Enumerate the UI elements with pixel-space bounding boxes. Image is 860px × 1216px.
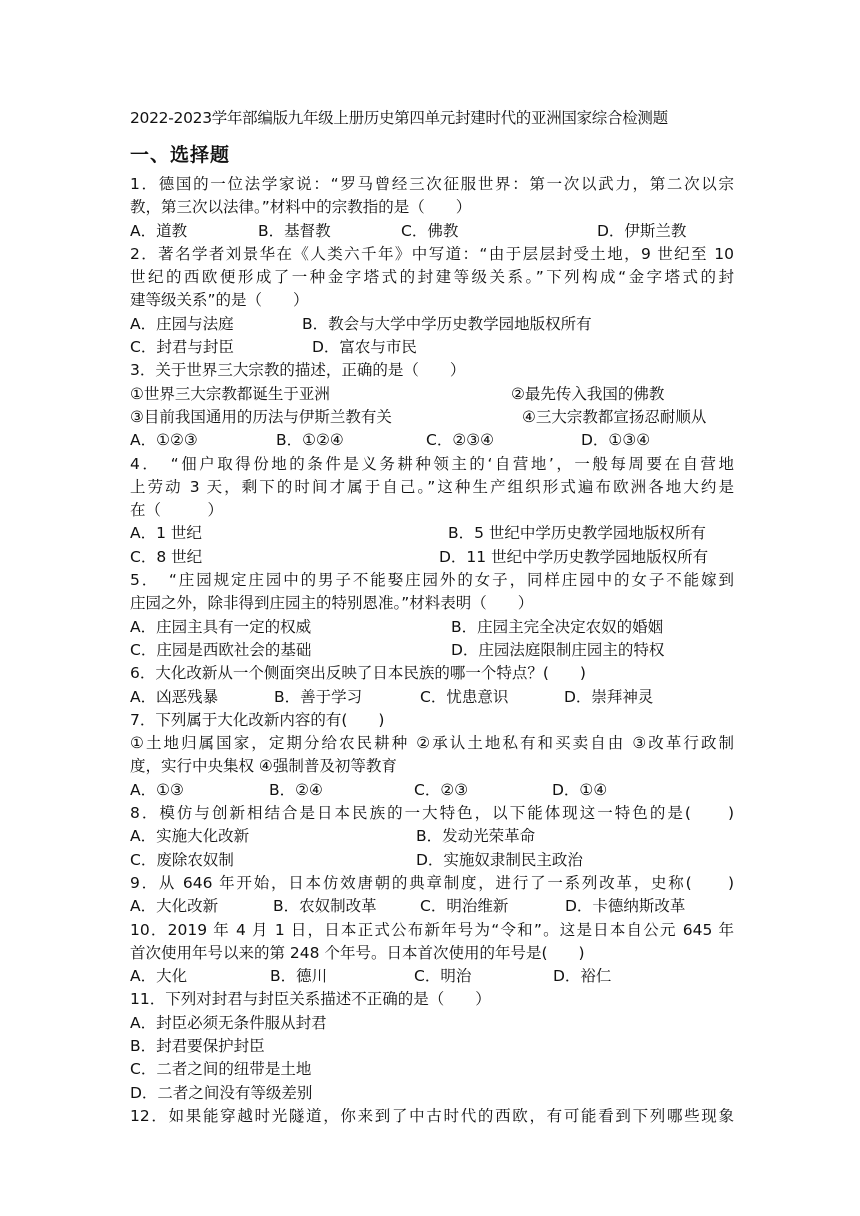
question-5-text-cont: 庄园之外，除非得到庄园主的特别恩准。”材料表明（ ） bbox=[130, 594, 534, 613]
option-b: B．教会与大学中学历史教学园地版权所有 bbox=[302, 314, 592, 333]
question-4-options-row2 bbox=[130, 546, 734, 569]
option-d: D．二者之间没有等级差别 bbox=[130, 1083, 313, 1102]
question-1-options bbox=[130, 220, 734, 243]
option-b: B．德川 bbox=[270, 967, 328, 986]
option-b: B．②④ bbox=[269, 780, 323, 799]
question-10-options bbox=[130, 965, 734, 988]
option-b: B．善于学习 bbox=[274, 687, 363, 706]
question-7-text: 7．下列属于大化改新内容的有( ) bbox=[130, 710, 385, 729]
option-d: D．裕仁 bbox=[553, 967, 612, 986]
section-heading: 一、选择题 bbox=[130, 144, 231, 166]
question-8-text: 8．模仿与创新相结合是日本民族的一大特色，以下能体现这一特色的是( ) bbox=[130, 804, 734, 823]
question-6-text: 6．大化改新从一个侧面突出反映了日本民族的哪一个特点？( ) bbox=[130, 664, 586, 683]
question-1-text-cont: 教，第三次以法律。”材料中的宗教指的是（ ） bbox=[130, 198, 472, 217]
question-2-options-row1 bbox=[130, 313, 734, 336]
question-8-options-row1 bbox=[130, 825, 734, 848]
option-c: C．忧患意识 bbox=[420, 687, 509, 706]
option-a: A．①②③ bbox=[130, 431, 198, 450]
option-a: A．实施大化改新 bbox=[130, 827, 250, 846]
option-d: D．实施奴隶制民主政治 bbox=[416, 850, 583, 869]
option-a: A．大化改新 bbox=[130, 897, 219, 916]
option-a: A．庄园主具有一定的权威 bbox=[130, 617, 312, 636]
question-4-options-row1 bbox=[130, 522, 734, 545]
question-2-text-end: 建等级关系”的是（ ） bbox=[130, 291, 309, 310]
option-d: D．崇拜神灵 bbox=[564, 687, 654, 706]
question-4-text-end: 在（ ） bbox=[130, 501, 224, 520]
question-2-text: 2．著名学者刘景华在《人类六千年》中写道：“由于层层封受土地，9 世纪至 10 bbox=[130, 244, 734, 263]
question-4-text-cont: 上劳动 3 天，剩下的时间才属于自己。”这种生产组织形式遍布欧洲各地大约是 bbox=[130, 477, 734, 496]
statement-4: ④三大宗教都宣扬忍耐顺从 bbox=[522, 407, 707, 426]
question-4-text: 4． “佃户取得份地的条件是义务耕种领主的‘自营地’，一般每周要在自营地 bbox=[130, 454, 734, 473]
question-11-text: 11．下列对封君与封臣关系描述不正确的是（ ） bbox=[130, 990, 491, 1009]
question-5-text: 5． “庄园规定庄园中的男子不能娶庄园外的女子，同样庄园中的女子不能嫁到 bbox=[130, 571, 734, 590]
question-9-text: 9．从 646 年开始，日本仿效唐朝的典章制度，进行了一系列改革，史称( ) bbox=[130, 873, 734, 892]
option-a: A．1 世纪 bbox=[130, 524, 202, 543]
option-b: B．封君要保护封臣 bbox=[130, 1036, 265, 1055]
question-1-text: 1．德国的一位法学家说：“罗马曾经三次征服世界：第一次以武力，第二次以宗 bbox=[130, 175, 734, 193]
question-9-options bbox=[130, 895, 734, 918]
statement-2: ②最先传入我国的佛教 bbox=[511, 384, 665, 403]
option-b: B．①②④ bbox=[276, 431, 344, 450]
option-a: A．道教 bbox=[130, 221, 188, 240]
option-b: B．农奴制改革 bbox=[273, 897, 377, 916]
question-8-options-row2 bbox=[130, 849, 734, 872]
option-b: B．基督教 bbox=[258, 221, 331, 240]
option-b: B．5 世纪中学历史教学园地版权所有 bbox=[448, 524, 706, 543]
question-2-text-cont: 世纪的西欧便形成了一种金字塔式的封建等级关系。”下列构成“金字塔式的封 bbox=[130, 268, 734, 287]
option-b: B．发动光荣革命 bbox=[416, 827, 536, 846]
option-c: C．二者之间的纽带是土地 bbox=[130, 1060, 312, 1079]
option-d: D．伊斯兰教 bbox=[597, 221, 687, 240]
option-c: C．②③ bbox=[414, 780, 469, 799]
question-5-options-row2 bbox=[130, 639, 734, 662]
option-c: C．8 世纪 bbox=[130, 547, 203, 566]
option-a: A．封臣必须无条件服从封君 bbox=[130, 1013, 327, 1032]
question-2-options-row2 bbox=[130, 336, 734, 359]
option-c: C．封君与封臣 bbox=[130, 338, 234, 357]
option-d: D．庄园法庭限制庄园主的特权 bbox=[451, 640, 665, 659]
question-5-options-row1 bbox=[130, 616, 734, 639]
option-a: A．大化 bbox=[130, 967, 188, 986]
option-c: C．废除农奴制 bbox=[130, 850, 234, 869]
option-d: D．①③④ bbox=[581, 431, 651, 450]
question-3-text: 3．关于世界三大宗教的描述，正确的是（ ） bbox=[130, 361, 466, 380]
question-7-statements: ①土地归属国家，定期分给农民耕种 ②承认土地私有和买卖自由 ③改革行政制 bbox=[130, 734, 734, 753]
question-3-options bbox=[130, 429, 734, 452]
document-title: 2022-2023学年部编版九年级上册历史第四单元封建时代的亚洲国家综合检测题 bbox=[130, 109, 668, 127]
question-7-options bbox=[130, 779, 734, 802]
option-a: A．①③ bbox=[130, 780, 184, 799]
option-d: D．11 世纪中学历史教学园地版权所有 bbox=[439, 547, 709, 566]
option-b: B．庄园主完全决定农奴的婚姻 bbox=[451, 617, 664, 636]
option-c: C．庄园是西欧社会的基础 bbox=[130, 640, 312, 659]
question-10-text: 10．2019 年 4 月 1 日，日本正式公布新年号为“令和”。这是日本自公元 645 年 bbox=[130, 920, 734, 939]
option-c: C．明治 bbox=[414, 967, 472, 986]
statement-3: ③目前我国通用的历法与伊斯兰教有关 bbox=[130, 407, 392, 426]
option-c: C．明治维新 bbox=[420, 897, 509, 916]
option-d: D．富农与市民 bbox=[312, 338, 417, 357]
question-10-text-cont: 首次使用年号以来的第 248 个年号。日本首次使用的年号是( ) bbox=[130, 943, 585, 962]
option-a: A．庄园与法庭 bbox=[130, 314, 234, 333]
option-c: C．②③④ bbox=[426, 431, 495, 450]
option-d: D．①④ bbox=[552, 780, 608, 799]
question-3-statements-row2 bbox=[130, 406, 734, 429]
option-d: D．卡德纳斯改革 bbox=[565, 897, 686, 916]
option-a: A．凶恶残暴 bbox=[130, 687, 219, 706]
question-6-options bbox=[130, 686, 734, 709]
question-list bbox=[130, 173, 734, 1128]
question-3-statements-row1 bbox=[130, 383, 734, 406]
statement-1: ①世界三大宗教都诞生于亚洲 bbox=[130, 384, 330, 403]
question-7-statements-cont: 度，实行中央集权 ④强制普及初等教育 bbox=[130, 757, 397, 776]
option-c: C．佛教 bbox=[401, 221, 459, 240]
question-12-text: 12．如果能穿越时光隧道，你来到了中古时代的西欧，有可能看到下列哪些现象 bbox=[130, 1106, 734, 1125]
